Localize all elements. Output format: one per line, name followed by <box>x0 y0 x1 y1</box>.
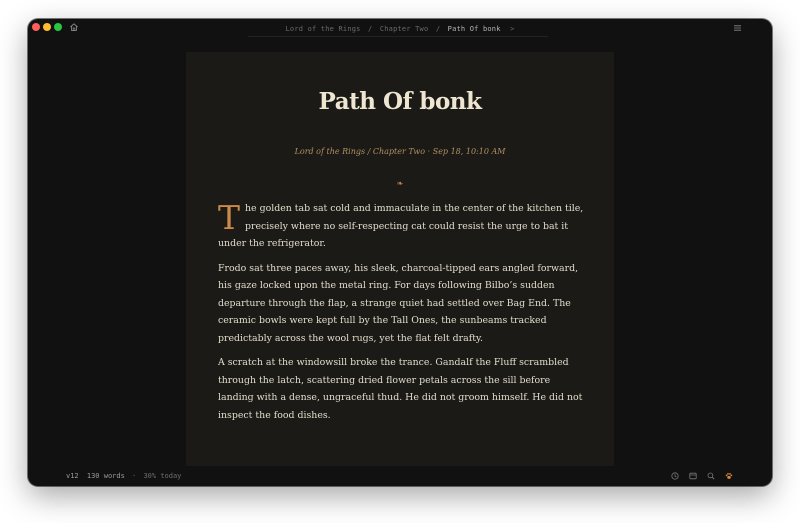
paragraph: A scratch at the windowsill broke the trance. Gandalf the Fluff scrambled through the latch, scattering dried flower petals across the sill before landing with a dense, ungraceful thud. He did not groom himself. He did not inspect the food dishes. <box>218 357 583 421</box>
history-icon[interactable] <box>671 472 679 480</box>
document-body[interactable] <box>218 200 584 431</box>
search-icon[interactable] <box>707 472 715 480</box>
breadcrumb-chapter[interactable]: Chapter Two <box>379 25 429 33</box>
breadcrumb-separator: / <box>367 25 373 33</box>
fleuron-ornament: ❧ <box>396 179 404 188</box>
title-bar <box>28 19 772 37</box>
status-bar <box>28 468 772 486</box>
drop-cap: T <box>218 198 241 237</box>
breadcrumb-current: Path Of bonk <box>447 25 501 33</box>
document-meta: Lord of the Rings / Chapter Two · Sep 18, 10:10 AM <box>294 147 506 156</box>
status-info <box>66 472 181 480</box>
breadcrumb-book[interactable]: Lord of the Rings <box>285 25 361 33</box>
paw-icon[interactable] <box>725 472 733 480</box>
status-separator: · <box>132 472 137 480</box>
chevron-right-icon[interactable]: > <box>510 25 515 33</box>
app-window <box>28 19 772 486</box>
breadcrumb <box>28 25 772 33</box>
breadcrumb-separator: / <box>435 25 441 33</box>
paragraph: Frodo sat three paces away, his sleek, charcoal-tipped ears angled forward, his gaze locked upon the metal ring. For days following Bilbo’s sudden departure through the flap, a strange quiet had settled over Bag End. The ceramic bowls were kept full by the Tall Ones, the sunbeams tracked predictably across the wool rugs, yet the flat felt drafty. <box>218 262 579 344</box>
document-page[interactable] <box>186 52 614 466</box>
word-count: 130 words <box>86 472 125 480</box>
title-divider <box>248 36 548 37</box>
progress-today: 30% today <box>143 472 182 480</box>
paragraph: The golden tab sat cold and immaculate in the center of the kitchen tile, precisely where no self-respecting cat could resist the urge to bat it under the refrigerator. <box>218 198 584 249</box>
version-label[interactable]: v12 <box>66 472 79 480</box>
panel-icon[interactable] <box>689 472 697 480</box>
document-title[interactable]: Path Of bonk <box>318 88 482 115</box>
menu-icon[interactable] <box>734 25 741 31</box>
